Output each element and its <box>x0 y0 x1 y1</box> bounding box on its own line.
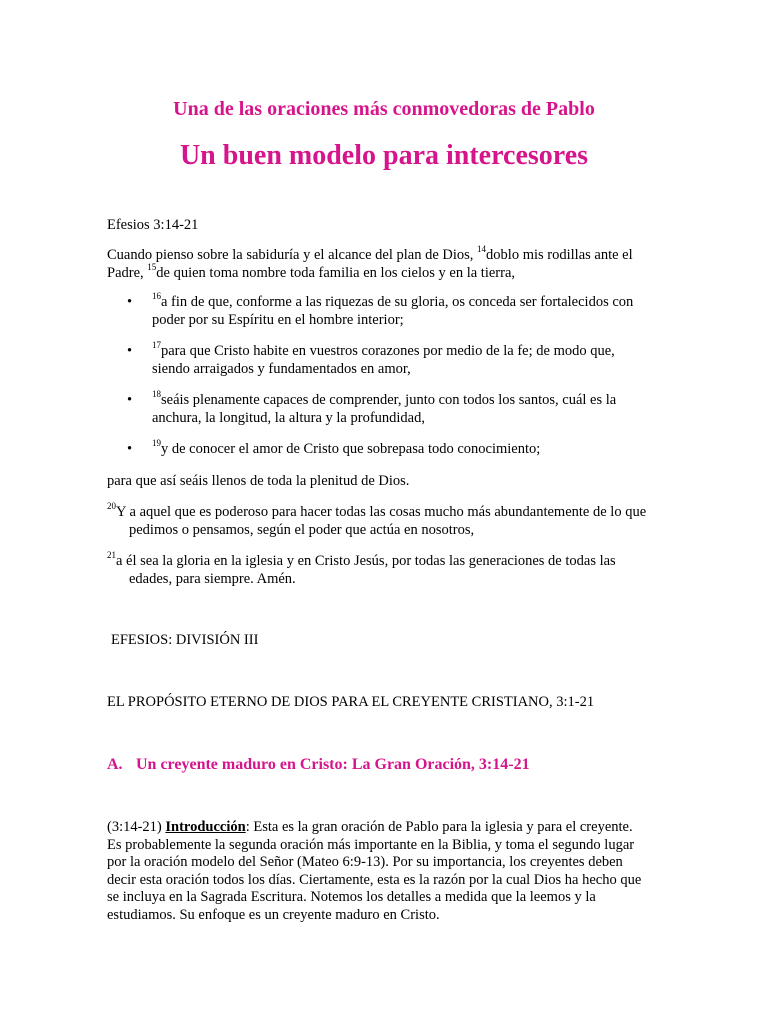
intro-text-b: doblo mis rodillas ante el Padre, <box>107 247 633 281</box>
verse-number: 20 <box>107 501 116 511</box>
document-subtitle: Una de las oraciones más conmovedoras de Pablo <box>173 98 595 120</box>
after-bullets-text: para que así seáis llenos de toda la plenitud de Dios. <box>107 473 410 489</box>
verse-number: 21 <box>107 550 116 560</box>
section-title: Un creyente maduro en Cristo: La Gran Oración, 3:14-21 <box>136 756 530 773</box>
passage-reference: Efesios 3:14-21 <box>107 217 199 233</box>
verse-20 <box>107 501 650 539</box>
verse-21 <box>107 550 650 588</box>
verse-bullet-item <box>107 340 650 378</box>
introduction-paragraph <box>107 819 650 924</box>
verse-number: 19 <box>152 438 161 448</box>
verse-text: a él sea la gloria en la iglesia y en Cristo Jesús, por todas las generaciones de todas las edades, para siempre. Amén. <box>116 553 616 587</box>
verse-number: 17 <box>152 340 161 350</box>
verse-bullet-item <box>107 438 650 459</box>
verse-number: 14 <box>477 244 487 254</box>
verse-text: para que Cristo habite en vuestros corazones por medio de la fe; de modo que, siendo arraigados y fundamentados en amor, <box>152 343 615 377</box>
verse-bullet-item <box>107 389 650 427</box>
introduction-text: : Esta es la gran oración de Pablo para la iglesia y para el creyente. Es probablemente la segunda oración más importante en la Biblia, y toma el segundo lugar por la oración modelo del Señor (Mateo 6:9-13). Por su importancia, los creyentes deben decir esta oración todos los días. Ciertamente, esta es la razón por la cual Dios ha hecho que se incluya en la Sagrada Escritura. Notemos los detalles a medida que la leemos y la estudiamos. Su enfoque es un creyente maduro en Cristo. <box>107 819 642 923</box>
bullet-icon: • <box>127 392 133 408</box>
document-title: Un buen modelo para intercesores <box>179 140 589 171</box>
bullet-icon: • <box>127 441 133 457</box>
division-heading: EFESIOS: DIVISIÓN III <box>111 632 259 648</box>
verse-text: Y a aquel que es poderoso para hacer todas las cosas mucho más abundantemente de lo que pedimos o pensamos, según el poder que actúa en nosotros, <box>116 504 647 538</box>
verse-number: 18 <box>152 389 161 399</box>
intro-text-a: Cuando pienso sobre la sabiduría y el alcance del plan de Dios, <box>107 247 478 263</box>
section-a-heading <box>107 756 650 774</box>
verse-text: y de conocer el amor de Cristo que sobrepasa todo conocimiento; <box>161 441 541 457</box>
passage-intro <box>107 244 650 282</box>
verse-bullet-item <box>107 291 650 329</box>
verse-text: seáis plenamente capaces de comprender, junto con todos los santos, cuál es la anchura, la longitud, la altura y la profundidad, <box>152 392 617 426</box>
bullet-icon: • <box>127 294 133 310</box>
section-letter: A. <box>107 756 123 773</box>
verse-bullet-list <box>107 291 650 473</box>
intro-text-c: de quien toma nombre toda familia en los cielos y en la tierra, <box>156 264 516 281</box>
verse-number: 16 <box>152 291 161 301</box>
purpose-heading: EL PROPÓSITO ETERNO DE DIOS PARA EL CREYENTE CRISTIANO, 3:1-21 <box>107 694 595 710</box>
bullet-icon: • <box>127 343 133 359</box>
verse-text: a fin de que, conforme a las riquezas de su gloria, os conceda ser fortalecidos con poder por su Espíritu en el hombre interior; <box>152 294 634 328</box>
verse-number: 15 <box>147 261 157 272</box>
introduction-label: Introducción <box>165 819 246 835</box>
intro-ref: (3:14-21) <box>107 819 166 835</box>
